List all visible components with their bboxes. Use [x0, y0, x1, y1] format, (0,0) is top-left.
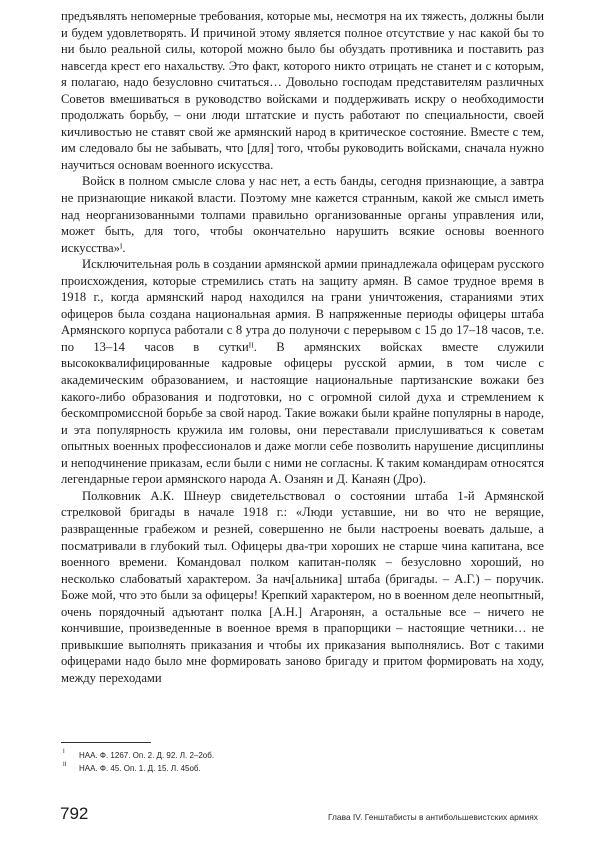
paragraph-2: Войск в полном смысле слова у нас нет, а есть банды, сегодня признающие, а завтра не признающие никакой власти. Поэтому мне кажется странным, какой же смысл иметь над неорганизованными толпами правильно организованные органы управления или, может быть, для того, чтобы окончательно нарушить всякие основы военного искусства»ᴵ. — [61, 174, 544, 255]
footnote-1 — [61, 749, 541, 762]
footnote-1-text: НАА. Ф. 1267. Оп. 2. Д. 92. Л. 2–2об. — [79, 751, 215, 760]
footnote-2-text: НАА. Ф. 45. Оп. 1. Д. 15. Л. 45об. — [79, 764, 201, 773]
footnote-2-mark: II — [63, 762, 67, 768]
paragraph-4: Полковник А.К. Шнеур свидетельствовал о состоянии штаба 1-й Армянской стрелковой бригады в начале 1918 г.: «Люди уставшие, ни во что не верящие, развращенные грабежом и резней, совершенно не были настроены воевать дальше, а посматривали в глубокий тыл. Офицеры два-три хороших не старше чина капитана, все военного времени. Командовал полком капитан-поляк – безусловно хороший, но несколько слабоватый характером. За нач[альника] штаба (бригады. – А.Г.) – поручик. Боже мой, что это были за офицеры! Крепкий характером, но в военном деле неопытный, очень порядочный адъютант полка [А.Н.] Агаронян, а остальные все – ничего не кончившие, произведенные в военное время в прапорщики – настоящие четники… не привыкшие выполнять приказания и чтобы их приказания выполнялись. Вот с такими офицерами надо было мне формировать заново бригаду и притом формировать на ходу, между переходами — [61, 488, 544, 685]
paragraph-1: предъявлять непомерные требования, которые мы, несмотря на их тяжесть, должны были и будем удовлетворять. И причиной этому является полное отсутствие у нас какой бы то ни было реальной силы, которой можно было бы обуздать противника и поставить раз навсегда крест его нахальству. Это факт, которого никто отрицать не станет и с которым, я полагаю, надо безусловно считаться… Довольно господам представителям различных Советов вмешиваться в руководство войсками и поддерживать искру о необходимости продолжать борьбу, – они люди штатские и пусть работают по специальности, своей кичливостью не ставят свой же армянский народ в критическое состояние. Вместе с тем, им следовало бы не забывать, что [для] того, чтобы руководить войсками, сначала нужно научиться основам военного искусства. — [61, 9, 544, 172]
main-text — [61, 8, 544, 686]
footnotes — [61, 749, 541, 775]
footnote-2 — [61, 762, 541, 775]
running-title: Глава IV. Генштабисты в антибольшевистских армиях — [327, 812, 538, 822]
footnote-1-mark: I — [63, 749, 65, 755]
page-number: 792 — [60, 804, 89, 823]
footnote-divider — [61, 742, 151, 743]
paragraph-3: Исключительная роль в создании армянской армии принадлежала офицерам русского происхождения, которые стремились стать на защиту армян. В самое трудное время в 1918 г., когда армянский народ находился на грани уничтожения, стараниями этих офицеров была создана национальная армия. В напряженные периоды офицеры штаба Армянского корпуса работали с 8 утра до полуночи с перерывом с 15 до 17–18 часов, т.е. по 13–14 часов в суткиᴵᴵ. В армянских войсках вместе служили высококвалифицированные кадровые офицеры русской армии, в том числе с академическим образованием, и настоящие национальные партизанские вожаки без какого-либо образования и подготовки, но с огромной силой духа и стремлением к бескомпромиссной борьбе за свой народ. Такие вожаки были крайне популярны в народе, и эта популярность кружила им головы, они переставали прислушиваться к советам опытных военных профессионалов и даже могли себе позволить нарушение дисциплины и неподчинение приказам, если были с ними не согласны. К таким командирам относятся легендарные герои армянского народа А. Озанян и Д. Канаян (Дро). — [61, 257, 544, 487]
